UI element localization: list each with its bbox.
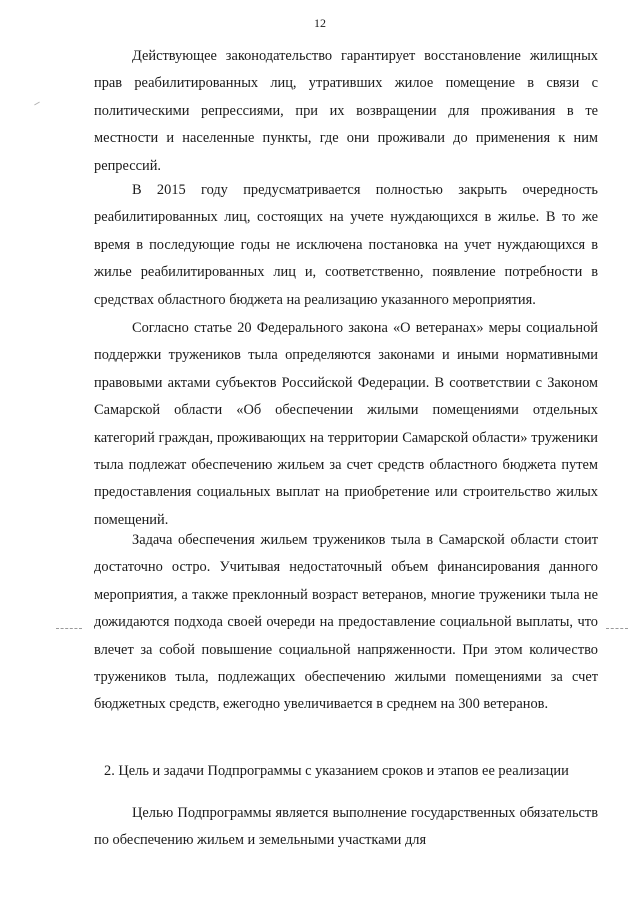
paragraph-text: В 2015 году предусматривается полностью закрыть очередность реабилитированных лиц, состоящих на учете нуждающихся в жилье. В то же время в последующие годы не исключена постановка на учет нуждающихся в жилье реабилитированных лиц и, соответственно, появление потребности в средствах областного бюджета на реализацию указанного мероприятия. [94,182,598,308]
paragraph-text: Действующее законодательство гарантирует восстановление жилищных прав реабилитированных лиц, утративших жилое помещение в связи с политическими репрессиями, при их возвращении для проживания в те местности и населенные пункты, где они проживали до применения к ним репрессий. [94,48,598,174]
section-heading: 2. Цель и задачи Подпрограммы с указанием сроков и этапов ее реализации [104,763,569,779]
paragraph-text: Согласно статье 20 Федерального закона «О ветеранах» меры социальной поддержки тружеников тыла определяются законами и иными нормативными правовыми актами субъектов Российской Федерации. В соответствии с Законом Самарской области «Об обеспечении жилыми помещениями отдельных категорий граждан, проживающих на территории Самарской области» труженики тыла подлежат обеспечению жильем за счет средств областного бюджета путем предоставления социальных выплат на приобретение или строительство жилых помещений. [94,320,598,528]
scan-mark [34,102,40,106]
fold-mark-left [56,628,82,629]
paragraph-text: Целью Подпрограммы является выполнение государственных обязательств по обеспечению жильем и земельными участками для [94,805,598,849]
paragraph-5 [94,800,598,855]
paragraph-1 [94,43,598,180]
page-number: 12 [314,16,326,30]
paragraph-2 [94,177,598,314]
paragraph-3 [94,315,598,534]
paragraph-text: Задача обеспечения жильем тружеников тыла в Самарской области стоит достаточно остро. Учитывая недостаточный объем финансирования данного мероприятия, а также преклонный возраст ветеранов, многие труженики тыла не дожидаются подхода своей очереди на предоставление социальной выплаты, что влечет за собой повышение социальной напряженности. При этом количество тружеников тыла, подлежащих обеспечению жилыми помещениями за счет бюджетных средств, ежегодно увеличивается в среднем на 300 ветеранов. [94,532,598,713]
paragraph-4 [94,527,598,719]
fold-mark-right [606,628,628,629]
